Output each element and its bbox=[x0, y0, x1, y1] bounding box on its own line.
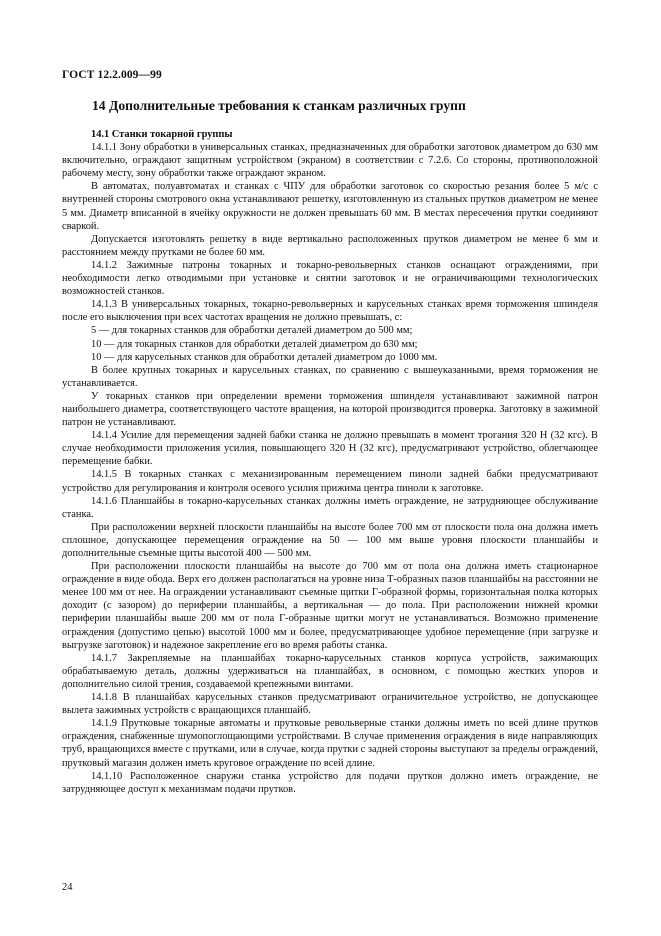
paragraph-14-1-8: 14.1.8 В планшайбах карусельных станков предусматривают ограничительное устройство, не допускающее вылета зажимных устройств с вращающихся планшайб. bbox=[62, 692, 598, 717]
paragraph-braking-check: У токарных станков при определении времени торможения шпинделя устанавливают зажимной патрон наибольшего диаметра, соответствующего частоте вращения, на которой производится проверка. Заготовку в зажимной патрон не устанавливают. bbox=[62, 390, 598, 429]
list-item: 10 — для карусельных станков для обработки деталей диаметром до 1000 мм. bbox=[91, 351, 438, 363]
paragraph-14-1-4: 14.1.4 Усилие для перемещения задней бабки станка не должно превышать в момент трогания 320 Н (32 кгс). В случае необходимости приложения усилия, повышающего 320 Н (32 кгс), предусматривают устройство, облегчающее перемещение бабки. bbox=[62, 430, 598, 468]
paragraph-14-1-5: 14.1.5 В токарных станках с механизированным перемещением пиноли задней бабки предусматривают устройство для регулирования и контроля осевого усилия прижима центра пиноли к заготовке. bbox=[62, 469, 598, 494]
paragraph-14-1-1: 14.1.1 Зону обработки в универсальных станках, предназначенных для обработки заготовок диаметром до 630 мм включительно, ограждают защитным устройством (экраном) в соответствии с 7.2.6. Со стороны, противоположной рабочему месту, зону обработки также ограждают экраном. bbox=[62, 142, 598, 180]
paragraph-larger-lathes: В более крупных токарных и карусельных станках, по сравнению с вышеуказанными, время торможения не устанавливается. bbox=[62, 364, 598, 389]
subsection-title: 14.1 Станки токарной группы bbox=[91, 129, 233, 140]
paragraph-14-1-3: 14.1.3 В универсальных токарных, токарно-револьверных и карусельных станках время торможения шпинделя после его выключения при всех частотах вращения не должно превышать, с: bbox=[62, 299, 598, 324]
paragraph-14-1-6: 14.1.6 Планшайбы в токарно-карусельных станках должны иметь ограждение, не затрудняющее обслуживание станка. bbox=[62, 495, 598, 520]
list-item: 10 — для токарных станков для обработки деталей диаметром до 630 мм; bbox=[91, 338, 418, 350]
paragraph-14-1-2: 14.1.2 Зажимные патроны токарных и токарно-револьверных станков оснащают ограждениями, при необходимости легко отводимыми при установке и снятии заготовок и не ограничивающими технологических возможностей станков. bbox=[62, 259, 598, 298]
paragraph-faceplate-above-700: При расположении верхней плоскости планшайбы на высоте более 700 мм от плоскости пола она должна иметь сплошное, допускающее перемещения ограждение на 50 — 100 мм выше уровня плоскости планшайбы и дополнительные съемные щиты высотой 400 — 500 мм. bbox=[62, 521, 598, 559]
paragraph-faceplate-below-700: При расположении плоскости планшайбы на высоте до 700 мм от пола она должна иметь стационарное ограждение в виде обода. Верх его должен располагаться на уровне низа Т-образных пазов планшайбы на расстоянии не менее 100 мм от нее. На ограждении устанавливают съемные щитки Г-образной формы, горизонтальная полка которых доходит (с зазором) до периферии планшайбы, а вертикальная — до пола. При расположении нижней кромки периферии планшайбы выше 200 мм от пола Г-образные щитки могут не устанавливаться. Возможно применение ограждения (допустимо цепью) высотой 1000 мм и более, предусматривающее удобное перемещение (при загрузке и выгрузке заготовок) и надежное закрепление его во время работы станка. bbox=[62, 561, 598, 651]
section-title: 14 Дополнительные требования к станкам различных групп bbox=[92, 98, 466, 113]
paragraph-14-1-10: 14.1.10 Расположенное снаружи станка устройство для подачи прутков должно иметь ограждение, не затрудняющее доступ к механизмам подачи прутков. bbox=[62, 770, 598, 795]
paragraph-grating-vertical: Допускается изготовлять решетку в виде вертикально расположенных прутков диаметром не менее 6 мм и расстоянием между прутками не более 60 мм. bbox=[62, 233, 598, 258]
document-header: ГОСТ 12.2.009—99 bbox=[62, 69, 162, 81]
page-number: 24 bbox=[62, 882, 73, 893]
paragraph-14-1-7: 14.1.7 Закрепляемые на планшайбах токарно-карусельных станков корпуса устройств, зажимающих обрабатываемую деталь, должны удерживаться на планшайбах, в основном, с помощью жестких упоров и дополнительно силой трения, создаваемой крепежными винтами. bbox=[62, 652, 598, 690]
paragraph-14-1-9: 14.1.9 Прутковые токарные автоматы и прутковые револьверные станки должны иметь по всей длине прутков ограждения, снабженные шумопоглощающими устройствами. В случае применения ограждения в виде направляющих труб, вращающихся вместе с прутками, или в случае, когда прутки с задней стороны выступают за пределы ограждений, прутковый магазин должен иметь круговое ограждение по всей длине. bbox=[62, 718, 598, 769]
page-content bbox=[62, 97, 598, 796]
paragraph-grating: В автоматах, полуавтоматах и станках с ЧПУ для обработки заготовок со скоростью резания более 5 м/с с внутренней стороны смотрового окна устанавливают решетку, изготовленную из стальных прутков диаметром не менее 5 мм. Диаметр вписанной в ячейку окружности не должен превышать 60 мм. В местах пересечения прутки соединяют сваркой. bbox=[62, 181, 598, 232]
list-item: 5 — для токарных станков для обработки деталей диаметром до 500 мм; bbox=[91, 325, 413, 337]
